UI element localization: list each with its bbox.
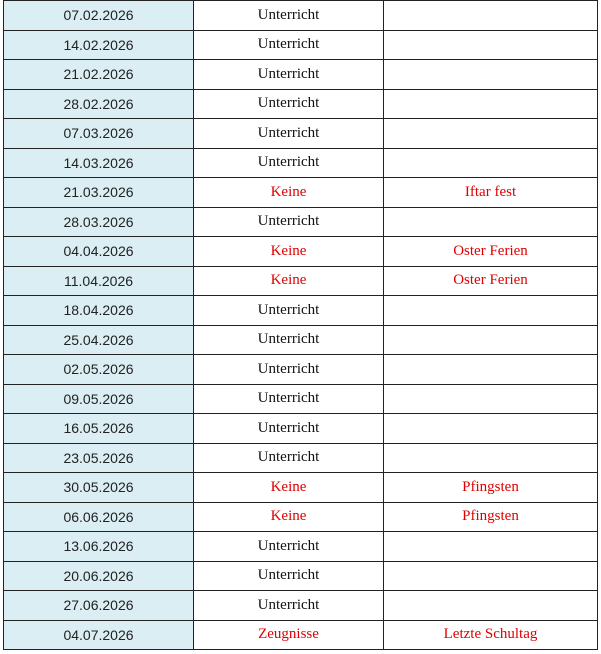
- table-row: [4, 178, 598, 208]
- date-cell: 23.05.2026: [4, 443, 194, 473]
- schedule-table-body: [4, 1, 598, 650]
- date-cell: 02.05.2026: [4, 355, 194, 385]
- date-cell: 14.02.2026: [4, 30, 194, 60]
- status-cell: Unterricht: [194, 1, 384, 31]
- table-row: [4, 325, 598, 355]
- date-cell: 07.02.2026: [4, 1, 194, 31]
- status-cell: Keine: [194, 237, 384, 267]
- status-cell: Keine: [194, 266, 384, 296]
- note-cell: Iftar fest: [384, 178, 598, 208]
- table-row: [4, 1, 598, 31]
- note-cell: [384, 591, 598, 621]
- note-cell: [384, 207, 598, 237]
- note-cell: [384, 355, 598, 385]
- status-cell: Unterricht: [194, 89, 384, 119]
- note-cell: [384, 296, 598, 326]
- note-cell: [384, 119, 598, 149]
- note-cell: [384, 561, 598, 591]
- status-cell: Unterricht: [194, 355, 384, 385]
- status-cell: Unterricht: [194, 561, 384, 591]
- table-row: [4, 60, 598, 90]
- status-cell: Unterricht: [194, 119, 384, 149]
- date-cell: 09.05.2026: [4, 384, 194, 414]
- table-row: [4, 355, 598, 385]
- note-cell: Letzte Schultag: [384, 620, 598, 650]
- status-cell: Zeugnisse: [194, 620, 384, 650]
- table-row: [4, 414, 598, 444]
- note-cell: [384, 89, 598, 119]
- table-row: [4, 266, 598, 296]
- status-cell: Keine: [194, 502, 384, 532]
- date-cell: 18.04.2026: [4, 296, 194, 326]
- status-cell: Keine: [194, 178, 384, 208]
- status-cell: Unterricht: [194, 414, 384, 444]
- date-cell: 30.05.2026: [4, 473, 194, 503]
- schedule-table: [3, 0, 598, 650]
- status-cell: Unterricht: [194, 207, 384, 237]
- note-cell: [384, 1, 598, 31]
- date-cell: 06.06.2026: [4, 502, 194, 532]
- date-cell: 20.06.2026: [4, 561, 194, 591]
- table-row: [4, 532, 598, 562]
- note-cell: Oster Ferien: [384, 266, 598, 296]
- date-cell: 28.02.2026: [4, 89, 194, 119]
- table-row: [4, 384, 598, 414]
- status-cell: Unterricht: [194, 296, 384, 326]
- status-cell: Unterricht: [194, 532, 384, 562]
- table-row: [4, 561, 598, 591]
- date-cell: 13.06.2026: [4, 532, 194, 562]
- date-cell: 25.04.2026: [4, 325, 194, 355]
- note-cell: [384, 325, 598, 355]
- status-cell: Unterricht: [194, 443, 384, 473]
- note-cell: [384, 60, 598, 90]
- status-cell: Unterricht: [194, 325, 384, 355]
- table-row: [4, 591, 598, 621]
- status-cell: Unterricht: [194, 384, 384, 414]
- table-row: [4, 502, 598, 532]
- table-row: [4, 89, 598, 119]
- table-row: [4, 443, 598, 473]
- table-row: [4, 237, 598, 267]
- table-row: [4, 296, 598, 326]
- note-cell: [384, 443, 598, 473]
- note-cell: [384, 148, 598, 178]
- date-cell: 21.03.2026: [4, 178, 194, 208]
- status-cell: Unterricht: [194, 60, 384, 90]
- note-cell: Pfingsten: [384, 473, 598, 503]
- status-cell: Unterricht: [194, 591, 384, 621]
- date-cell: 11.04.2026: [4, 266, 194, 296]
- note-cell: [384, 532, 598, 562]
- date-cell: 27.06.2026: [4, 591, 194, 621]
- date-cell: 16.05.2026: [4, 414, 194, 444]
- table-row: [4, 119, 598, 149]
- status-cell: Unterricht: [194, 148, 384, 178]
- note-cell: Oster Ferien: [384, 237, 598, 267]
- table-row: [4, 207, 598, 237]
- date-cell: 07.03.2026: [4, 119, 194, 149]
- date-cell: 04.07.2026: [4, 620, 194, 650]
- table-row: [4, 148, 598, 178]
- table-row: [4, 620, 598, 650]
- date-cell: 21.02.2026: [4, 60, 194, 90]
- date-cell: 04.04.2026: [4, 237, 194, 267]
- note-cell: [384, 384, 598, 414]
- note-cell: Pfingsten: [384, 502, 598, 532]
- note-cell: [384, 414, 598, 444]
- status-cell: Keine: [194, 473, 384, 503]
- note-cell: [384, 30, 598, 60]
- date-cell: 28.03.2026: [4, 207, 194, 237]
- date-cell: 14.03.2026: [4, 148, 194, 178]
- table-row: [4, 30, 598, 60]
- status-cell: Unterricht: [194, 30, 384, 60]
- table-row: [4, 473, 598, 503]
